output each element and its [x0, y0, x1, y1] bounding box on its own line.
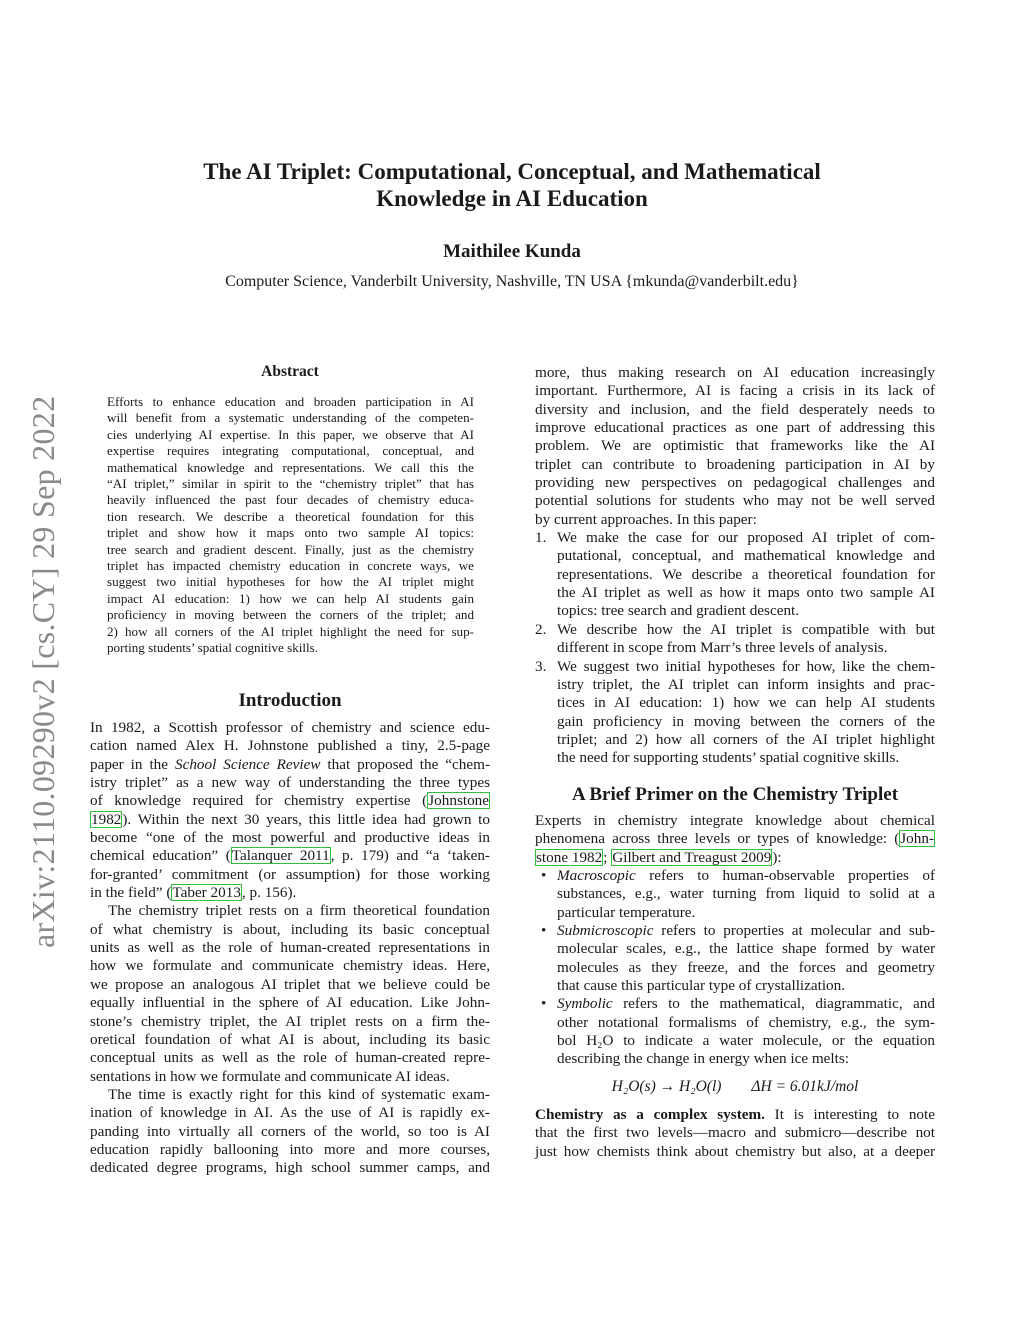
- intro-paragraph-1: [90, 719, 490, 902]
- text-line: impact AI education: 1) how we can help AI students gain: [107, 590, 474, 606]
- text-line: molecular scales, e.g., the lattice shape formed by water: [557, 940, 935, 958]
- energy-equation: [535, 1078, 935, 1096]
- text-line: In 1982, a Scottish professor of chemistry and science edu-: [90, 719, 490, 736]
- text-line: tices in AI education: 1) how we can help AI students: [557, 694, 935, 712]
- text-line: that cause this particular type of crystallization.: [557, 977, 846, 994]
- text-line: problem. We are optimistic that frameworks like the AI: [535, 437, 935, 455]
- text-line: how we formulate and communicate chemistry ideas. Here,: [90, 957, 490, 975]
- citation-link[interactable]: Taber 2013: [172, 884, 241, 902]
- citation-link[interactable]: stone 1982: [536, 848, 603, 866]
- text-line: for-granted’ commitment (or assumption) for those working: [90, 865, 490, 883]
- text-line: of what chemistry is about, including its basic conceptual: [90, 920, 490, 938]
- bullet-term: Submicroscopic: [557, 921, 654, 939]
- text-line: cies underlying AI expertise. In this paper, we observe that AI: [107, 426, 474, 442]
- text-line: ination of knowledge in AI. As the use of AI is rapidly ex-: [90, 1104, 490, 1122]
- text-line: of knowledge required for chemistry expertise (Johnstone: [90, 792, 489, 810]
- text-line: proficiency in moving between the corners of the triplet; and: [107, 607, 474, 623]
- text-line: providing new perspectives on pedagogical challenges and: [535, 474, 935, 492]
- text-line: suggest two initial hypotheses for how the AI triplet might: [107, 574, 474, 590]
- text-line: paper in the School Science Review that proposed the “chem-: [90, 755, 490, 773]
- text-line: 2) how all corners of the AI triplet highlight the need for sup-: [107, 623, 474, 639]
- text-line: putational, conceptual, and mathematical knowledge and: [557, 547, 935, 565]
- bullet-marker: •: [541, 995, 547, 1013]
- contributions-list: [535, 529, 935, 767]
- text-line: dedicated degree programs, high school summer camps, and: [90, 1159, 490, 1177]
- text-line: mathematical knowledge and representations. We call this the: [107, 459, 474, 475]
- text-line: stone 1982; Gilbert and Treagust 2009):: [536, 848, 782, 866]
- text-line: become “one of the most powerful and productive ideas in: [90, 829, 490, 847]
- citation-link[interactable]: Gilbert and Treagust 2009: [612, 848, 772, 866]
- text-line: We suggest two initial hypotheses for how, like the chem-: [557, 657, 935, 675]
- text-line: that the first two levels—macro and submicro—describe not: [535, 1124, 935, 1142]
- title-line-1: The AI Triplet: Computational, Conceptual, and Mathematical: [203, 159, 821, 184]
- citation-link[interactable]: John-: [900, 830, 934, 848]
- triplet-bullet: [535, 922, 935, 995]
- text-line: gain proficiency in moving between the corners of the: [557, 712, 935, 730]
- primer-heading: A Brief Primer on the Chemistry Triplet: [571, 783, 899, 805]
- text-line: describing the change in energy when ice melts:: [557, 1050, 849, 1068]
- text-line: istry triplet” as a new way of understanding the three types: [90, 774, 490, 792]
- equation-reaction: H₂O(s) → H₂O(l): [611, 1077, 722, 1095]
- text-line: Experts in chemistry integrate knowledge about chemical: [535, 811, 935, 829]
- text-line: Efforts to enhance education and broaden participation in AI: [107, 394, 474, 409]
- text-line: Chemistry as a complex system. It is interesting to note: [535, 1106, 935, 1124]
- citation-link[interactable]: Johnstone: [428, 792, 489, 810]
- text-line: by current approaches. In this paper:: [535, 510, 757, 528]
- text-line: istry triplet, the AI triplet can inform insights and prac-: [557, 675, 935, 693]
- text-line: the need for supporting students’ spatial cognitive skills.: [557, 749, 900, 767]
- equation-enthalpy: ΔH = 6.01kJ/mol: [751, 1077, 859, 1095]
- text-line: porting students’ spatial cognitive skills.: [107, 640, 319, 656]
- text-line: stone’s chemistry triplet, the AI triplet rests on a firm the-: [90, 1012, 490, 1030]
- text-line: sentations in how we formulate and communicate AI ideas.: [90, 1067, 450, 1085]
- text-line: we propose an analogous AI triplet that we believe could be: [90, 975, 490, 993]
- triplet-bullet: [535, 995, 935, 1068]
- text-line: potential solutions for students who may not be well served: [535, 492, 935, 510]
- introduction-body: [90, 719, 490, 1178]
- text-line: different in scope from Marr’s three levels of analysis.: [557, 639, 888, 657]
- intro-paragraph-2: [90, 902, 490, 1085]
- text-line: tion research. We describe a theoretical foundation for this: [107, 508, 474, 524]
- text-line: triplet can contribute to broadening participation in AI by: [535, 455, 935, 473]
- abstract-heading: Abstract: [261, 363, 319, 380]
- paper-title: [0, 158, 1024, 212]
- text-line: molecules as they freeze, and the forces and geometry: [557, 958, 935, 976]
- text-line: education rapidly ballooning into more and more courses,: [90, 1140, 490, 1158]
- text-line: representations. We describe a theoretical foundation for: [557, 565, 935, 583]
- text-line: Symbolic refers to the mathematical, diagrammatic, and: [557, 995, 935, 1013]
- contribution-item: [535, 658, 935, 768]
- text-line: triplet has impacted chemistry education in concrete ways, we: [107, 558, 474, 574]
- bullet-term: Symbolic: [557, 995, 613, 1013]
- bullet-term: Macroscopic: [557, 866, 636, 884]
- text-line: The time is exactly right for this kind of systematic exam-: [108, 1085, 490, 1103]
- text-line: heavily influenced the past four decades of chemistry educa-: [107, 492, 474, 508]
- text-line: improve educational practices as one part of addressing this: [535, 419, 935, 437]
- list-number: 3.: [535, 657, 547, 675]
- text-line: units as well as the role of human-created representations in: [90, 939, 490, 957]
- text-line: Submicroscopic refers to properties at molecular and sub-: [557, 921, 935, 939]
- intro-paragraph-3: [90, 1086, 490, 1178]
- text-line: panding into virtually all corners of the world, so too is AI: [90, 1122, 490, 1140]
- text-line: triplet; and 2) how all corners of the AI triplet highlight: [557, 730, 935, 748]
- text-line: substances, e.g., water turning from liquid to solid at a: [557, 885, 935, 903]
- bullet-marker: •: [541, 866, 547, 884]
- text-line: particular temperature.: [557, 903, 696, 921]
- text-line: in the field” (Taber 2013, p. 156).: [90, 884, 297, 902]
- text-line: other notational formalisms of chemistry, e.g., the sym-: [557, 1013, 935, 1031]
- contribution-item: [535, 621, 935, 658]
- author-name: Maithilee Kunda: [443, 241, 581, 262]
- list-number: 2.: [535, 620, 547, 638]
- contribution-item: [535, 529, 935, 621]
- list-number: 1.: [535, 529, 547, 547]
- text-line: The chemistry triplet rests on a firm theoretical foundation: [108, 902, 490, 920]
- right-column-body: [535, 364, 935, 1161]
- text-line: triplet and show how it maps onto two sample AI topics:: [107, 525, 474, 541]
- author-affiliation: Computer Science, Vanderbilt University, Nashville, TN USA {mkunda@vanderbilt.edu}: [225, 273, 799, 290]
- citation-link[interactable]: Talanquer 2011: [231, 847, 330, 865]
- text-line: 1982). Within the next 30 years, this little idea had grown to: [91, 810, 490, 828]
- primer-paragraph: [535, 812, 935, 867]
- text-line: diversity and inclusion, and the field desperately needs to: [535, 400, 935, 418]
- text-line: We make the case for our proposed AI triplet of com-: [557, 529, 935, 547]
- introduction-heading: Introduction: [238, 690, 342, 711]
- triplet-bullet-list: [535, 867, 935, 1069]
- citation-link[interactable]: 1982: [91, 810, 122, 828]
- bullet-marker: •: [541, 921, 547, 939]
- right-paragraph-1: [535, 364, 935, 529]
- text-line: oretical foundation of what AI is about, including its basic: [90, 1030, 490, 1048]
- title-line-2: Knowledge in AI Education: [376, 186, 648, 211]
- complex-system-paragraph: [535, 1106, 935, 1161]
- text-line: We describe how the AI triplet is compatible with but: [557, 620, 935, 638]
- text-line: more, thus making research on AI education increasingly: [535, 364, 935, 381]
- text-line: chemical education” (Talanquer 2011, p. 179) and “a ‘taken-: [90, 847, 490, 865]
- text-line: the AI triplet as well as how it maps onto two sample AI: [557, 584, 935, 602]
- text-line: “AI triplet,” similar in spirit to the “chemistry triplet” that has: [107, 476, 474, 492]
- text-line: will benefit from a systematic understanding of the competen-: [107, 410, 474, 426]
- text-line: conceptual units as well as the role of human-created repre-: [90, 1049, 490, 1067]
- text-line: cation named Alex H. Johnstone published a tiny, 2.5-page: [90, 737, 490, 755]
- text-line: phenomena across three levels or types of knowledge: (John-: [535, 830, 934, 848]
- text-line: Macroscopic refers to human-observable properties of: [557, 866, 935, 884]
- text-line: expertise requires integrating computational, conceptual, and: [107, 443, 474, 459]
- text-line: equally influential in the sphere of AI education. Like John-: [90, 994, 490, 1012]
- text-line: topics: tree search and gradient descent.: [557, 602, 800, 620]
- text-line: bol H₂O to indicate a water molecule, or the equation: [557, 1032, 935, 1050]
- abstract-body: [107, 394, 474, 657]
- text-line: important. Furthermore, AI is facing a crisis in its lack of: [535, 382, 935, 400]
- paragraph-run-in-heading: Chemistry as a complex system.: [535, 1106, 765, 1124]
- triplet-bullet: [535, 867, 935, 922]
- italic-title: School Science Review: [174, 755, 321, 773]
- arxiv-identifier: arXiv:2110.09290v2 [cs.CY] 29 Sep 2022: [25, 395, 61, 948]
- text-line: just how chemists think about chemistry but also, at a deeper: [535, 1142, 935, 1160]
- text-line: tree search and gradient descent. Finally, just as the chemistry: [107, 541, 474, 557]
